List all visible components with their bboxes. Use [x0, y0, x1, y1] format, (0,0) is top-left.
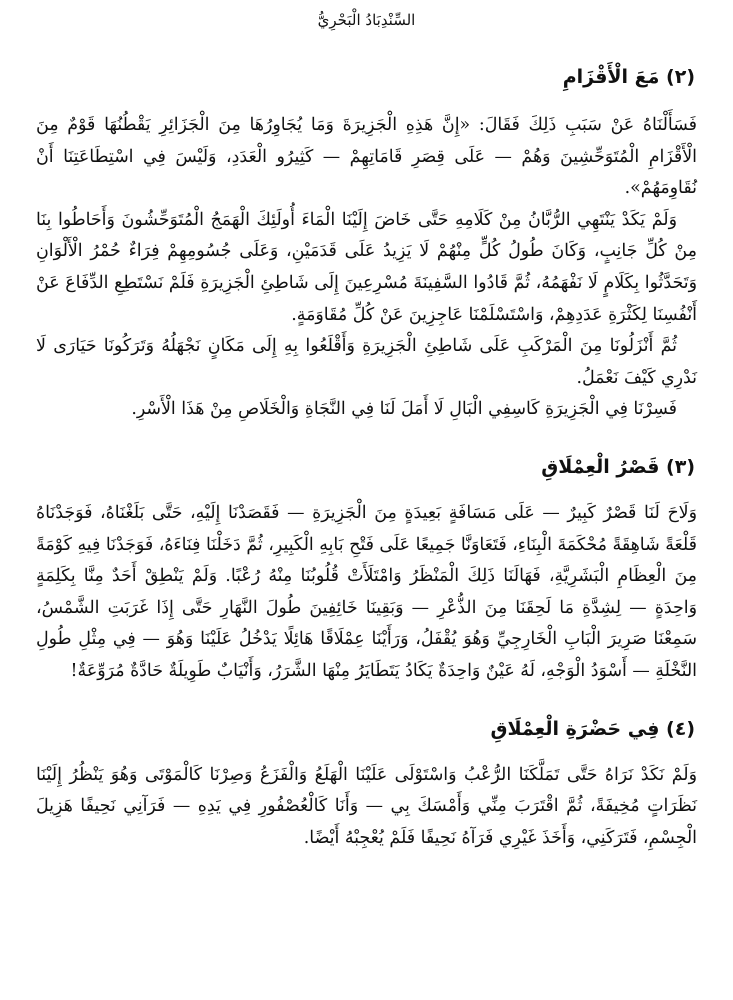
- section-giant-presence: [36, 714, 697, 855]
- paragraph: فَسَأَلْنَاهُ عَنْ سَبَبِ ذَلِكَ فَقَالَ: «إِنَّ هَذِهِ الْجَزِيرَةَ وَمَا يُجَاوِرُهَا مِنَ الْجَزَائِرِ يَقْطُنُهَا قَوْمٌ مِنَ الْأَقْزَامِ الْمُتَوَحِّشِينَ وَهُمْ — عَلَى قِصَرِ قَامَاتِهِمْ — كَثِيرُو الْعَدَدِ، وَلَيْسَ فِي اسْتِطَاعَتِنَا أَنْ نُقَاوِمَهُمْ».: [36, 115, 697, 199]
- section-heading: (٤) فِي حَضْرَةِ الْعِمْلَاقِ: [490, 717, 695, 740]
- paragraph: وَلَمْ نَكَدْ نَرَاهُ حَتَّى تَمَلَّكَنَا الرُّعْبُ وَاسْتَوْلَى عَلَيْنَا الْهَلَعُ وَالْفَزَعُ وَصِرْنَا كَالْمَوْتَى وَهُوَ يَنْظُرُ إِلَيْنَا نَظَرَاتٍ مُخِيفَةً، ثُمَّ اقْتَرَبَ مِنِّي وَأَمْسَكَ بِي — وَأَنَا كَالْعُصْفُورِ فِي يَدِهِ — فَرَآنِي نَحِيفًا هَزِيلَ الْجِسْمِ، فَتَرَكَنِي، وَأَخَذَ غَيْرِي فَرَآهُ نَحِيفًا فَلَمْ يُعْجِبْهُ أَيْضًا.: [36, 764, 697, 848]
- section-heading: (٣) قَصْرُ الْعِمْلَاقِ: [541, 455, 695, 478]
- section-with-dwarfs: [36, 62, 697, 426]
- paragraph: ثُمَّ أَنْزَلُونَا مِنَ الْمَرْكَبِ عَلَى شَاطِئِ الْجَزِيرَةِ وَأَقْلَعُوا بِهِ إِلَى مَكَانٍ نَجْهَلُهُ وَتَرَكُونَا حَيَارَى لَا نَدْرِي كَيْفَ نَعْمَلُ.: [36, 336, 697, 388]
- paragraph: وَلَمْ يَكَدْ يَنْتَهِي الرُّبَّانُ مِنْ كَلَامِهِ حَتَّى خَاضَ إِلَيْنَا الْمَاءَ أُولَئِكَ الْهَمَجُ الْمُتَوَحِّشُونَ وَأَحَاطُوا بِنَا مِنْ كُلِّ جَانِبٍ، وَكَانَ طُولُ كُلٍّ مِنْهُمْ لَا يَزِيدُ عَلَى قَدَمَيْنِ، وَعَلَى جُسُومِهِمْ فِرَاءٌ حُمْرُ الْأَلْوَانِ وَتَحَدَّثُوا بِكَلَامٍ لَا نَفْهَمُهُ، ثُمَّ قَادُوا السَّفِينَةَ مُسْرِعِينَ إِلَى شَاطِئِ الْجَزِيرَةِ فَلَمْ نَسْتَطِعِ الدِّفَاعَ عَنْ أَنْفُسِنَا لِكَثْرَةِ عَدَدِهِمْ، وَاسْتَسْلَمْنَا عَاجِزِينَ عَنْ كُلِّ مُقَاوَمَةٍ.: [36, 209, 697, 325]
- section-heading: (٢) مَعَ الْأَقْزَامِ: [562, 66, 695, 88]
- paragraph: وَلَاحَ لَنَا قَصْرٌ كَبِيرٌ — عَلَى مَسَافَةٍ بَعِيدَةٍ مِنَ الْجَزِيرَةِ — فَقَصَدْنَا إِلَيْهِ، حَتَّى بَلَغْنَاهُ، فَوَجَدْنَاهُ قَلْعَةً شَاهِقَةً مُحْكَمَةَ الْبِنَاءِ، فَتَعَاوَنَّا جَمِيعًا عَلَى فَتْحِ بَابِهِ الْكَبِيرِ، ثُمَّ دَخَلْنَا فِنَاءَهُ، فَوَجَدْنَا فِيهِ كَوْمَةً مِنَ الْعِظَامِ الْبَشَرِيَّةِ، فَهَالَنَا ذَلِكَ الْمَنْظَرُ وَامْتَلَأَتْ قُلُوبُنَا مِنْهُ رُعْبًا. وَلَمْ يَنْطِقْ أَحَدٌ مِنَّا بِكَلِمَةٍ وَاحِدَةٍ — لِشِدَّةِ مَا لَحِقَنَا مِنَ الذُّعْرِ — وَبَقِينَا خَائِفِينَ طُولَ النَّهَارِ حَتَّى إِذَا غَرَبَتِ الشَّمْسُ، سَمِعْنَا صَرِيرَ الْبَابِ الْخَارِجِيِّ وَهُوَ يُقْفَلُ، وَرَأَيْنَا عِمْلَاقًا هَائِلًا يَدْخُلُ عَلَيْنَا وَهُوَ — فِي مِثْلِ طُولِ النَّخْلَةِ — أَسْوَدُ الْوَجْهِ، لَهُ عَيْنٌ وَاحِدَةٌ يَكَادُ يَتَطَايَرُ مِنْهَا الشَّرَرُ، وَأَنْيَابٌ طَوِيلَةٌ حَادَّةٌ مُرَوِّعَةٌ!: [36, 502, 697, 681]
- paragraph: فَسِرْنَا فِي الْجَزِيرَةِ كَاسِفِي الْبَالِ لَا أَمَلَ لَنَا فِي النَّجَاةِ وَالْخَلَاصِ مِنْ هَذَا الْأَسْرِ.: [131, 399, 677, 420]
- section-giant-castle: [36, 452, 697, 688]
- running-head: السِّنْدِبَادُ الْبَحْرِيُّ: [317, 11, 416, 29]
